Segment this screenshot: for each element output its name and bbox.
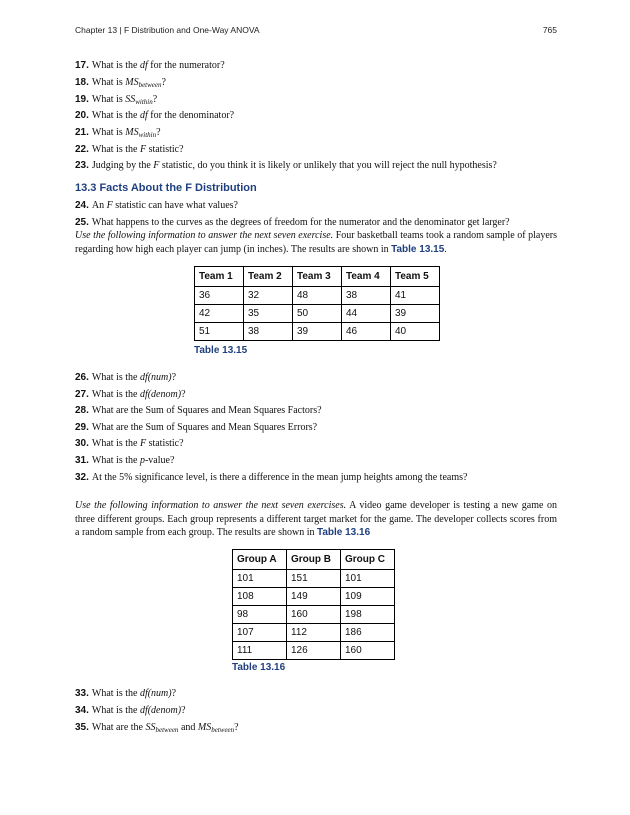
section-heading: 13.3 Facts About the F Distribution xyxy=(75,182,257,194)
table-row xyxy=(195,287,440,305)
table-cell: 38 xyxy=(244,323,293,341)
table-cell: 160 xyxy=(287,606,341,624)
table-cell: 101 xyxy=(233,570,287,588)
table-cell: 149 xyxy=(287,588,341,606)
table-cell: 111 xyxy=(233,642,287,660)
table-cell: 41 xyxy=(391,287,440,305)
table-cell: 109 xyxy=(341,588,395,606)
exercise-30: 30. What is the F statistic? xyxy=(75,438,184,449)
running-header-chapter: Chapter 13 | F Distribution and One-Way ANOVA xyxy=(75,25,260,35)
exercise-27: 27. What is the df(denom)? xyxy=(75,389,186,400)
table-cell: 35 xyxy=(244,305,293,323)
table-cell: 46 xyxy=(342,323,391,341)
table-cell: 50 xyxy=(293,305,342,323)
exercise-21: 21. What is $MS_{within}$? xyxy=(75,127,161,139)
page-number: 765 xyxy=(542,25,557,35)
column-header: Team 2 xyxy=(244,267,293,287)
exercise-29: 29. What are the Sum of Squares and Mean Squares Errors? xyxy=(75,422,318,433)
table-cell: 108 xyxy=(233,588,287,606)
table-cell: 39 xyxy=(293,323,342,341)
exercise-22: 22. What is the F statistic? xyxy=(75,144,184,155)
table-cell: 101 xyxy=(341,570,395,588)
column-header: Team 1 xyxy=(195,267,244,287)
column-header: Team 4 xyxy=(342,267,391,287)
exercise-17: 17. What is the df for the numerator? xyxy=(75,60,225,71)
table-row xyxy=(195,305,440,323)
table-cell: 107 xyxy=(233,624,287,642)
exercise-26: 26. What is the df(num)? xyxy=(75,372,177,383)
intro-paragraph-1: Use the following information to answer the next seven exercise. Four basketball teams took a random sample of players regarding how high each player can jump (in inches). The results are shown in Table 13.15. xyxy=(75,230,557,255)
table-cell: 39 xyxy=(391,305,440,323)
table-cell: 40 xyxy=(391,323,440,341)
exercise-32: 32. At the 5% significance level, is there a difference in the mean jump heights among the teams? xyxy=(75,472,468,483)
table-cell: 36 xyxy=(195,287,244,305)
table-cell: 126 xyxy=(287,642,341,660)
table-row xyxy=(233,606,395,624)
table-cell: 160 xyxy=(341,642,395,660)
table-13-15-caption: Table 13.15 xyxy=(194,345,248,356)
column-header: Group B xyxy=(287,550,341,570)
table-row xyxy=(233,570,395,588)
intro-paragraph-2: Use the following information to answer the next seven exercises. A video game developer is testing a new game on three different groups. Each group represents a different target market for the game. The developer collects scores from a random sample from each group. The results are shown in Table 13.16 xyxy=(75,500,557,538)
table-row xyxy=(233,624,395,642)
column-header: Group A xyxy=(233,550,287,570)
table-cell: 98 xyxy=(233,606,287,624)
table-row xyxy=(233,642,395,660)
table-13-16-caption: Table 13.16 xyxy=(232,662,286,673)
exercise-25: 25. What happens to the curves as the degrees of freedom for the numerator and the denominator get larger? xyxy=(75,217,510,228)
table-cell: 112 xyxy=(287,624,341,642)
exercise-28: 28. What are the Sum of Squares and Mean Squares Factors? xyxy=(75,405,322,416)
column-header: Group C xyxy=(341,550,395,570)
exercise-31: 31. What is the p-value? xyxy=(75,455,175,466)
table-row xyxy=(195,323,440,341)
table-cell: 51 xyxy=(195,323,244,341)
exercise-34: 34. What is the df(denom)? xyxy=(75,705,186,716)
table-row xyxy=(233,588,395,606)
column-header: Team 3 xyxy=(293,267,342,287)
table-13-16-link[interactable]: Table 13.16 xyxy=(316,527,371,538)
exercise-20: 20. What is the df for the denominator? xyxy=(75,110,235,121)
column-header: Team 5 xyxy=(391,267,440,287)
table-cell: 48 xyxy=(293,287,342,305)
exercise-35: 35. What are the $SS_{between}$ and $MS_{between}$? xyxy=(75,722,239,734)
table-13-15-link[interactable]: Table 13.15 xyxy=(391,243,445,255)
table-cell: 186 xyxy=(341,624,395,642)
table-cell: 151 xyxy=(287,570,341,588)
exercise-18: 18. What is $MS_{between}$? xyxy=(75,77,166,89)
exercise-33: 33. What is the df(num)? xyxy=(75,688,177,699)
table-13-16 xyxy=(232,549,395,660)
table-cell: 32 xyxy=(244,287,293,305)
table-cell: 42 xyxy=(195,305,244,323)
table-cell: 198 xyxy=(341,606,395,624)
table-13-15 xyxy=(194,266,440,341)
exercise-24: 24. An F statistic can have what values? xyxy=(75,200,238,211)
exercise-23: 23. Judging by the F statistic, do you think it is likely or unlikely that you will reject the null hypothesis? xyxy=(75,160,497,171)
exercise-19: 19. What is $SS_{within}$? xyxy=(75,94,158,106)
table-cell: 38 xyxy=(342,287,391,305)
table-cell: 44 xyxy=(342,305,391,323)
